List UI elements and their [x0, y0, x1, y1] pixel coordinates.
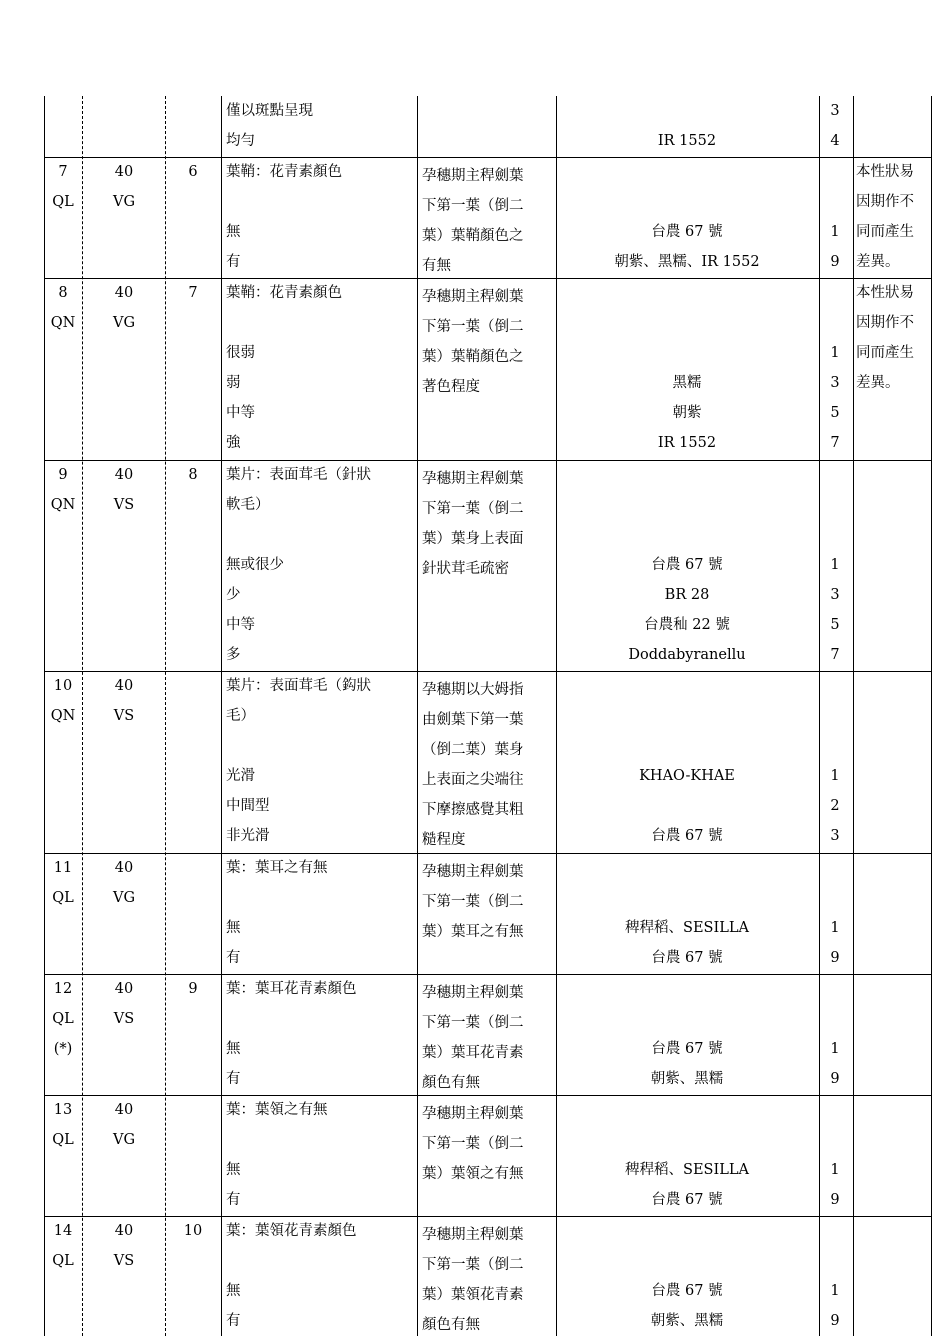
description-text: 葉）葉身上表面 — [422, 531, 524, 547]
expression-type: QL — [52, 1132, 74, 1148]
observation-method: VG — [112, 890, 136, 906]
characteristic-marker: (*) — [53, 1041, 73, 1057]
trait-text: 弱 — [226, 375, 241, 391]
description-text: 顏色有無 — [422, 1317, 480, 1333]
example-variety: 台農 67 號 — [651, 828, 723, 844]
column-divider — [417, 96, 418, 1336]
example-variety: Doddabyranellu — [628, 647, 746, 663]
trait-text: 無或很少 — [226, 557, 284, 573]
description-text: 針狀茸毛疏密 — [422, 561, 509, 577]
trait-text: 無 — [226, 1041, 241, 1057]
expression-type: QL — [52, 1253, 74, 1269]
note-code: 2 — [830, 798, 840, 814]
note-code: 1 — [830, 1162, 840, 1178]
trait-text: 非光滑 — [226, 828, 270, 844]
example-variety: 稗稈稻、SESILLA — [625, 1162, 749, 1178]
trait-text: 葉：葉耳花青素顏色 — [226, 981, 357, 997]
trait-text: 葉片：表面茸毛（針狀 — [226, 467, 371, 483]
trait-text: 中等 — [226, 617, 255, 633]
column-divider — [221, 96, 222, 1336]
remark-text: 本性狀易 — [856, 285, 914, 301]
description-text: 葉）葉鞘顏色之 — [422, 228, 524, 244]
column-divider — [853, 96, 854, 1336]
trait-text: 無 — [226, 224, 241, 240]
remark-text: 因期作不 — [856, 315, 914, 331]
description-text: 下第一葉（倒二 — [422, 894, 524, 910]
trait-text: 中等 — [226, 405, 255, 421]
table-border-left — [44, 96, 45, 1336]
expression-type: QL — [52, 1011, 74, 1027]
example-variety: 朝紫 — [672, 405, 702, 421]
trait-text: 葉鞘：花青素顏色 — [226, 164, 342, 180]
characteristic-number: 7 — [58, 164, 68, 180]
trait-text: 葉：葉耳之有無 — [226, 860, 328, 876]
note-code: 1 — [830, 345, 840, 361]
growth-stage: 40 — [114, 981, 134, 997]
description-text: 有無 — [422, 258, 451, 274]
description-text: 孕穗期主稈劍葉 — [422, 1227, 524, 1243]
description-text: 孕穗期主稈劍葉 — [422, 1106, 524, 1122]
note-code: 3 — [830, 375, 840, 391]
expression-type: QN — [50, 315, 76, 331]
note-code: 3 — [830, 828, 840, 844]
trait-text: 有 — [226, 254, 241, 270]
trait-text: 葉鞘：花青素顏色 — [226, 285, 342, 301]
remark-text: 同而產生 — [856, 224, 914, 240]
example-variety: 台農 67 號 — [651, 1283, 723, 1299]
description-text: 下第一葉（倒二 — [422, 319, 524, 335]
grouping-number: 9 — [188, 981, 198, 997]
column-divider-dashed — [82, 96, 83, 1336]
row-divider — [44, 671, 931, 672]
note-code: 9 — [830, 1192, 840, 1208]
trait-text: 葉：葉領之有無 — [226, 1102, 328, 1118]
note-code: 7 — [830, 647, 840, 663]
growth-stage: 40 — [114, 164, 134, 180]
note-code: 1 — [830, 1283, 840, 1299]
note-code: 9 — [830, 950, 840, 966]
trait-text: 葉：葉領花青素顏色 — [226, 1223, 357, 1239]
grouping-number: 6 — [188, 164, 198, 180]
row-divider — [44, 157, 931, 158]
remark-text: 同而產生 — [856, 345, 914, 361]
note-code: 4 — [830, 133, 840, 149]
grouping-number: 10 — [183, 1223, 203, 1239]
expression-type: QN — [50, 497, 76, 513]
trait-text: 無 — [226, 1162, 241, 1178]
note-code: 1 — [830, 920, 840, 936]
remark-text: 因期作不 — [856, 194, 914, 210]
column-divider-dashed — [165, 96, 166, 1336]
note-code: 1 — [830, 768, 840, 784]
observation-method: VS — [113, 708, 135, 724]
description-text: 下第一葉（倒二 — [422, 1257, 524, 1273]
trait-text: 僅以斑點呈現 — [226, 103, 313, 119]
row-divider — [44, 853, 931, 854]
note-code: 1 — [830, 557, 840, 573]
description-text: 孕穗期主稈劍葉 — [422, 985, 524, 1001]
trait-text: 葉片：表面茸毛（鈎狀 — [226, 678, 371, 694]
description-text: 下第一葉（倒二 — [422, 1136, 524, 1152]
example-variety: KHAO-KHAE — [639, 768, 735, 784]
observation-method: VS — [113, 497, 135, 513]
example-variety: 台農秈 22 號 — [644, 617, 730, 633]
description-text: 孕穗期以大姆指 — [422, 682, 524, 698]
trait-text: 軟毛） — [226, 497, 270, 513]
example-variety: 黑糯 — [672, 375, 702, 391]
row-divider — [44, 974, 931, 975]
trait-text: 少 — [226, 587, 241, 603]
growth-stage: 40 — [114, 678, 134, 694]
trait-text: 中間型 — [226, 798, 270, 814]
observation-method: VS — [113, 1253, 135, 1269]
grouping-number: 8 — [188, 467, 198, 483]
characteristic-number: 8 — [58, 285, 68, 301]
grouping-number: 7 — [188, 285, 198, 301]
growth-stage: 40 — [114, 860, 134, 876]
example-variety: IR 1552 — [657, 435, 717, 451]
row-divider — [44, 278, 931, 279]
characteristic-number: 14 — [53, 1223, 73, 1239]
description-text: 著色程度 — [422, 379, 480, 395]
characteristic-number: 13 — [53, 1102, 73, 1118]
note-code: 5 — [830, 617, 840, 633]
characteristic-number: 11 — [53, 860, 73, 876]
row-divider — [44, 460, 931, 461]
remark-text: 差異。 — [856, 254, 900, 270]
trait-text: 強 — [226, 435, 241, 451]
description-text: 葉）葉領花青素 — [422, 1287, 524, 1303]
expression-type: QN — [50, 708, 76, 724]
description-text: 葉）葉鞘顏色之 — [422, 349, 524, 365]
description-text: 下摩擦感覺其粗 — [422, 802, 524, 818]
expression-type: QL — [52, 890, 74, 906]
description-text: 葉）葉耳花青素 — [422, 1045, 524, 1061]
note-code: 7 — [830, 435, 840, 451]
growth-stage: 40 — [114, 467, 134, 483]
example-variety: 朝紫、黑糯 — [650, 1313, 724, 1329]
example-variety: 台農 67 號 — [651, 557, 723, 573]
observation-method: VG — [112, 1132, 136, 1148]
example-variety: 台農 67 號 — [651, 1041, 723, 1057]
description-text: 糙程度 — [422, 832, 466, 848]
example-variety: 朝紫、黑糯、IR 1552 — [614, 254, 760, 270]
description-text: 下第一葉（倒二 — [422, 198, 524, 214]
note-code: 3 — [830, 103, 840, 119]
example-variety: 台農 67 號 — [651, 1192, 723, 1208]
trait-text: 有 — [226, 1192, 241, 1208]
row-divider — [44, 1095, 931, 1096]
remark-text: 差異。 — [856, 375, 900, 391]
description-text: （倒二葉）葉身 — [422, 742, 524, 758]
description-text: 孕穗期主稈劍葉 — [422, 168, 524, 184]
note-code: 3 — [830, 587, 840, 603]
characteristic-number: 10 — [53, 678, 73, 694]
growth-stage: 40 — [114, 1102, 134, 1118]
row-divider — [44, 1216, 931, 1217]
characteristic-number: 9 — [58, 467, 68, 483]
note-code: 1 — [830, 224, 840, 240]
remark-text: 本性狀易 — [856, 164, 914, 180]
characteristic-number: 12 — [53, 981, 73, 997]
description-text: 孕穗期主稈劍葉 — [422, 864, 524, 880]
column-divider — [556, 96, 557, 1336]
description-text: 葉）葉耳之有無 — [422, 924, 524, 940]
description-text: 葉）葉領之有無 — [422, 1166, 524, 1182]
observation-method: VG — [112, 315, 136, 331]
trait-text: 毛） — [226, 708, 255, 724]
observation-method: VG — [112, 194, 136, 210]
note-code: 9 — [830, 1313, 840, 1329]
column-divider — [819, 96, 820, 1336]
table-border-right — [931, 96, 932, 1336]
trait-text: 有 — [226, 1313, 241, 1329]
trait-text: 無 — [226, 920, 241, 936]
trait-text: 無 — [226, 1283, 241, 1299]
description-text: 由劍葉下第一葉 — [422, 712, 524, 728]
trait-text: 有 — [226, 1071, 241, 1087]
trait-text: 多 — [226, 647, 241, 663]
description-text: 孕穗期主稈劍葉 — [422, 471, 524, 487]
description-text: 下第一葉（倒二 — [422, 501, 524, 517]
trait-text: 有 — [226, 950, 241, 966]
observation-method: VS — [113, 1011, 135, 1027]
expression-type: QL — [52, 194, 74, 210]
description-text: 上表面之尖端往 — [422, 772, 524, 788]
example-variety: 稗稈稻、SESILLA — [625, 920, 749, 936]
growth-stage: 40 — [114, 285, 134, 301]
example-variety: IR 1552 — [657, 133, 717, 149]
description-text: 顏色有無 — [422, 1075, 480, 1091]
note-code: 5 — [830, 405, 840, 421]
description-text: 孕穗期主稈劍葉 — [422, 289, 524, 305]
example-variety: 台農 67 號 — [651, 950, 723, 966]
note-code: 9 — [830, 1071, 840, 1087]
description-text: 下第一葉（倒二 — [422, 1015, 524, 1031]
growth-stage: 40 — [114, 1223, 134, 1239]
trait-text: 很弱 — [226, 345, 255, 361]
example-variety: 台農 67 號 — [651, 224, 723, 240]
example-variety: 朝紫、黑糯 — [650, 1071, 724, 1087]
trait-text: 光滑 — [226, 768, 255, 784]
example-variety: BR 28 — [664, 587, 710, 603]
note-code: 1 — [830, 1041, 840, 1057]
trait-text: 均勻 — [226, 133, 255, 149]
note-code: 9 — [830, 254, 840, 270]
